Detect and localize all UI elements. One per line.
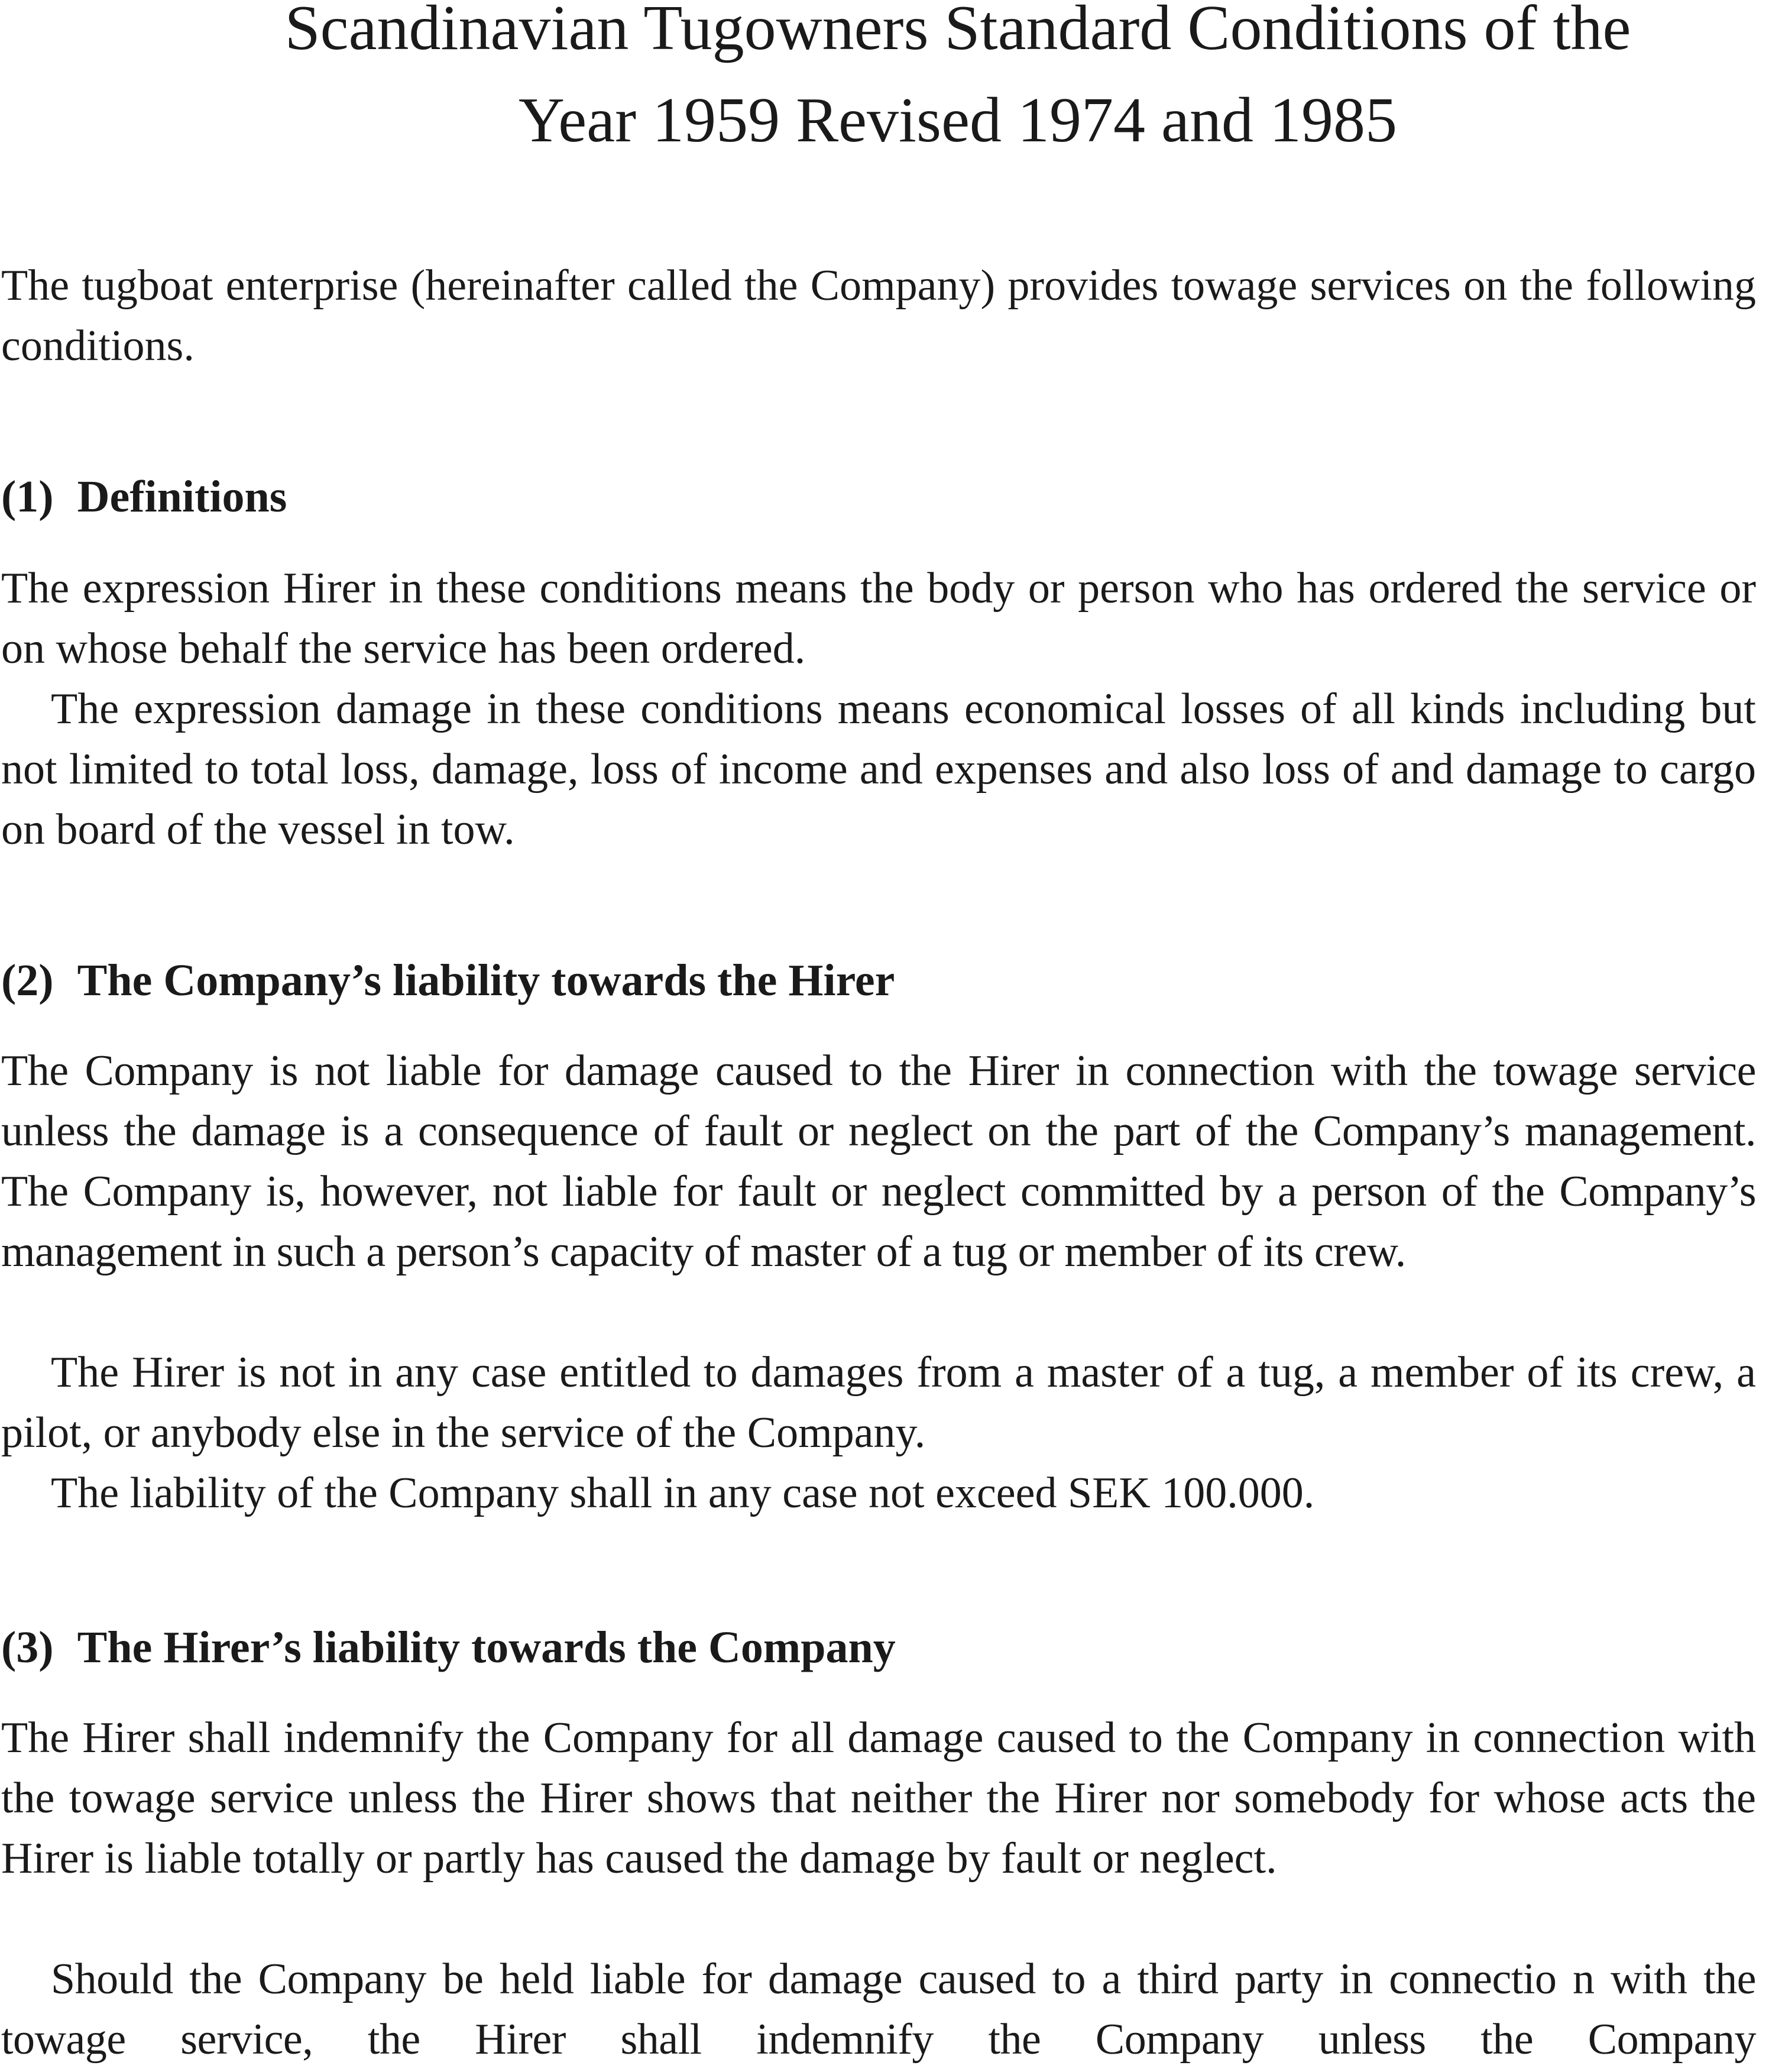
- section-2-number: (2): [1, 956, 54, 1005]
- section-1-heading: [1, 472, 287, 522]
- section-2-title: The Company’s liability towards the Hirer: [77, 956, 895, 1005]
- section-1-title: Definitions: [77, 472, 287, 522]
- section-2-heading: [1, 958, 895, 1003]
- section-2-paragraph-1: The Company is not liable for damage caused to the Hirer in connection with the towage service unless the damage is a consequence of fault or neglect on the part of the Company’s management. The Company is, however, not liable for fault or neglect committed by a person of the Company’s management in such a person’s capacity of master of a tug or member of its crew.: [1, 1047, 1756, 1276]
- section-3-title: The Hirer’s liability towards the Company: [77, 1623, 896, 1672]
- section-3-paragraph-2: Should the Company be held liable for damage caused to a third party in connectio n with the towage service, the Hirer shall indemnify the Company unless the Company: [1, 1955, 1756, 2064]
- section-2-paragraph-2: The Hirer is not in any case entitled to damages from a master of a tug, a member of its crew, a pilot, or anybody else in the service of the Company.: [1, 1348, 1756, 1457]
- section-3-heading: [1, 1625, 896, 1670]
- document-title-line-2: Year 1959 Revised 1974 and 1985: [519, 85, 1397, 156]
- intro-paragraph: The tugboat enterprise (hereinafter called the Company) provides towage services on the following conditions.: [1, 261, 1756, 370]
- section-1-paragraph-2: The expression damage in these conditions means economical losses of all kinds including but not limited to total loss, damage, loss of income and expenses and also loss of and damage to cargo on board of the vessel in tow.: [1, 685, 1756, 854]
- document-title-line-1: Scandinavian Tugowners Standard Conditions of the: [284, 0, 1631, 63]
- section-2-paragraph-3: The liability of the Company shall in any case not exceed SEK 100.000.: [51, 1469, 1315, 1517]
- section-1-number: (1): [1, 472, 54, 522]
- section-1-paragraph-1: The expression Hirer in these conditions means the body or person who has ordered the service or on whose behalf the service has been ordered.: [1, 564, 1756, 673]
- section-3-number: (3): [1, 1623, 54, 1672]
- section-3-paragraph-1: The Hirer shall indemnify the Company for all damage caused to the Company in connection with the towage service unless the Hirer shows that neither the Hirer nor somebody for whose acts the Hirer is liable totally or partly has caused the damage by fault or neglect.: [1, 1714, 1756, 1883]
